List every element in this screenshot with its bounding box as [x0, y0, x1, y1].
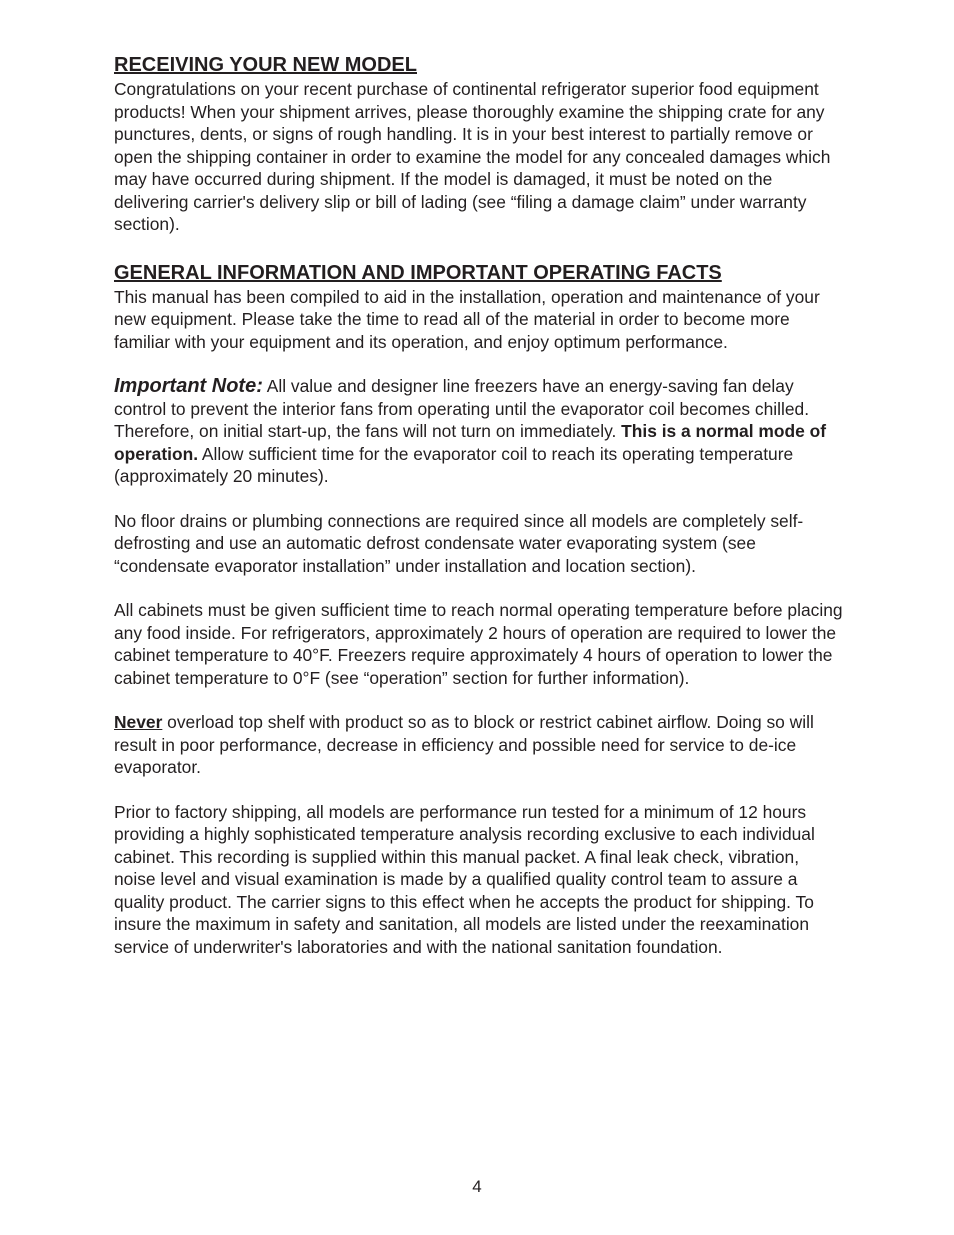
never-overload-text: overload top shelf with product so as to block or restrict cabinet airflow. Doing so will result in poor performance, decrease in efficiency and possible need for service to de-ice evaporator. [114, 712, 814, 777]
page-number: 4 [472, 1177, 482, 1196]
receiving-paragraph: Congratulations on your recent purchase of continental refrigerator superior food equipment products! When your shipment arrives, please thoroughly examine the shipping crate for any punctures, dents, or signs of rough handling. It is in your best interest to partially remove or open the shipping container in order to examine the model for any concealed damages which may have occurred during shipment. If the model is damaged, it must be noted on the delivering carrier's delivery slip or bill of lading (see “filing a damage claim” under warranty section). [114, 79, 831, 234]
important-note-text: All value and designer line freezers have an energy-saving fan delay control to prevent the interior fans from operating until the evaporator coil becomes chilled. Therefore, on initial start-up, the fans will not turn on immediately. [114, 376, 810, 441]
never-emphasis: Never [114, 712, 163, 732]
section-heading-receiving: RECEIVING YOUR NEW MODEL [114, 54, 417, 76]
floor-drains-paragraph: No floor drains or plumbing connections are required since all models are completely self-defrosting and use an automatic defrost condensate water evaporating system (see “condensate evaporator installation” under installation and location section). [114, 510, 804, 576]
document-body [114, 52, 844, 958]
section-heading-general-information: GENERAL INFORMATION AND IMPORTANT OPERATING FACTS [114, 261, 722, 284]
general-intro-paragraph: This manual has been compiled to aid in the installation, operation and maintenance of your new equipment. Please take the time to read all of the material in order to become more familiar with your equipment and its operation, and enjoy optimum performance. [114, 286, 820, 352]
important-note-paragraph [114, 375, 844, 488]
important-note-label: Important Note: [114, 375, 263, 397]
important-note-text-continued: Allow sufficient time for the evaporator coil to reach its operating temperature (approximately 20 minutes). [114, 443, 794, 486]
factory-testing-paragraph: Prior to factory shipping, all models are performance run tested for a minimum of 12 hours providing a highly sophisticated temperature analysis recording exclusive to each individual cabinet. This recording is supplied within this manual packet. A final leak check, vibration, noise level and visual examination is made by a qualified quality control team to assure a quality product. The carrier signs to this effect when he accepts the product for shipping. To insure the maximum in safety and sanitation, all models are listed under the reexamination service of underwriter's laboratories and with the national sanitation foundation. [114, 801, 815, 957]
normal-mode-emphasis: This is a normal mode of operation. [114, 421, 826, 464]
cabinet-temperature-paragraph: All cabinets must be given sufficient time to reach normal operating temperature before placing any food inside. For refrigerators, approximately 2 hours of operation are required to lower the cabinet temperature to 40°F. Freezers require approximately 4 hours of operation to lower the cabinet temperature to 0°F (see “operation” section for further information). [114, 600, 843, 688]
never-overload-paragraph [114, 711, 844, 779]
